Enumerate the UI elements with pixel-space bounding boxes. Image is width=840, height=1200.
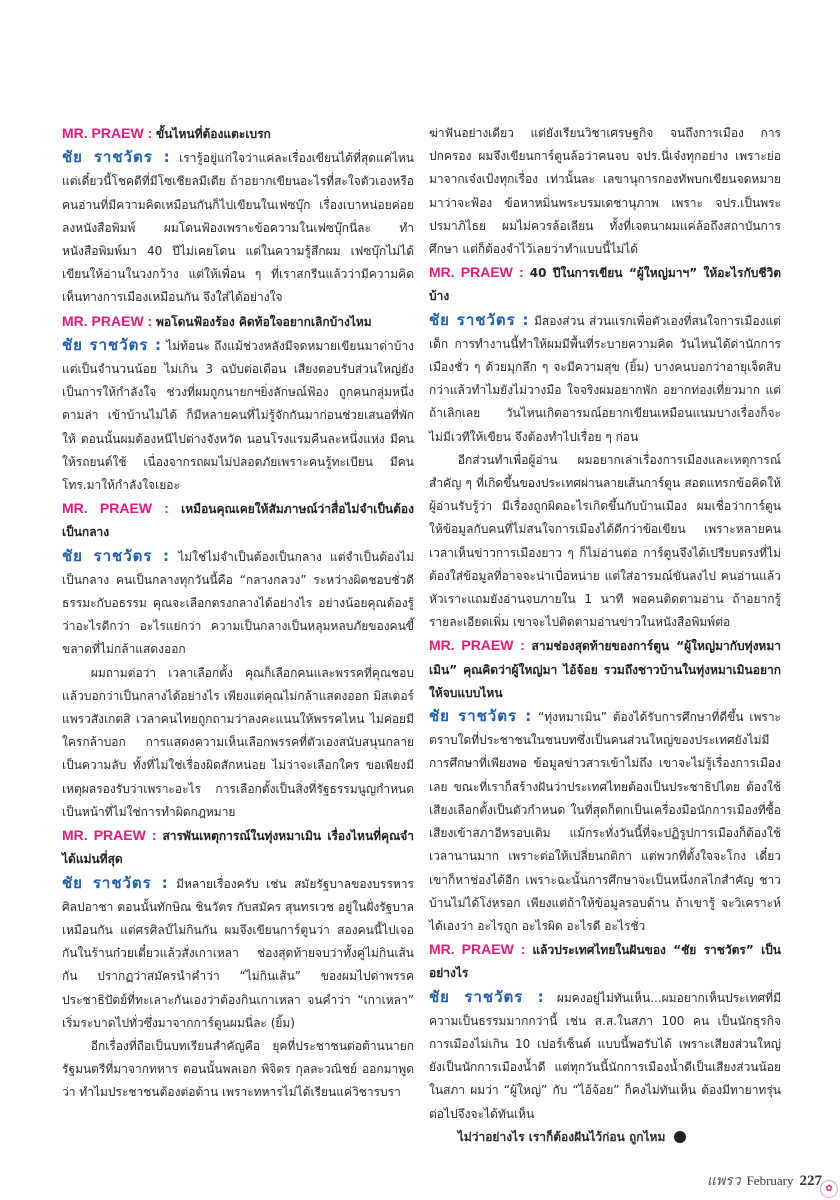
left-column (62, 122, 414, 1105)
corner-badge-icon: ✿ (820, 1180, 838, 1198)
body-paragraph: อีกเรื่องที่ถือเป็นบทเรียนสำคัญคือ ยุคที่ประชาชนต่อต้านนายกรัฐมนตรีที่มาจากทหาร ตอนนั้นพลเอก พิจิตร กุลละวณิชย์ ออกมาพูดว่า ทำไมประชาชนต้องต่อต้าน เพราะทหารไม่ได้เรียนแค่วิชารบรา (62, 1038, 414, 1100)
answer-4 (62, 872, 414, 1035)
question-text: สามช่องสุดท้ายของการ์ตูน “ผู้ใหญ่มากับทุ่งหมาเมิน” คุณคิดว่าผู้ใหญ่มา ไอ้จ้อย รวมถึงชาวบ้านในทุ่งหมาเมินอยากให้จบแบบไหน (429, 639, 781, 700)
question-1 (62, 122, 414, 146)
body-paragraph: ฆ่าฟันอย่างเดียว แต่ยังเรียนวิชาเศรษฐกิจ จนถึงการเมือง การปกครอง ผมจึงเขียนการ์ตูนล้อว่าคนจบ จปร.นี่เจ๋งทุกอย่าง เพราะย่อมาจากเจ๋งเป้งทุกเรื่อง เท่านั้นละ เลขานุการกองทัพบกเขียนจดหมายมาว่าจะฟ้อง ข้อหาหมิ่นพระบรมเดชานุภาพ เพราะ จปร.เป็นพระปรมาภิไธย ผมไม่ควรล้อเลียน ทั้งที่เจตนาผมแค่ล้อถึงสถาบันการศึกษา แต่ก็ต้องจำไว้เลยว่าทำแบบนี้ไม่ได้ (429, 126, 781, 257)
question-text: 40 ปีในการเขียน “ผู้ใหญ่มาฯ” ให้อะไรกับชีวิตบ้าง (429, 266, 781, 304)
question-3 (62, 497, 414, 544)
answer-label: ชัย ราชวัตร : (62, 335, 163, 354)
answer-label: ชัย ราชวัตร : (429, 987, 545, 1006)
body-paragraph: อีกส่วนทำเพื่อผู้อ่าน ผมอยากเล่าเรื่องการเมืองและเหตุการณ์สำคัญ ๆ ที่เกิดขึ้นของประเทศผ่านลายเส้นการ์ตูน สอดแทรกข้อคิดให้ผู้อ่านรับรู้ว่า มีเรื่องถูกผิดอะไรเกิดขึ้นกับบ้านเมือง ผมเชื่อว่าการ์ตูนให้ข้อมูลกับคนที่ไม่สนใจการเมืองได้ดีกว่าข้อเขียน เพราะหลายคนเวลาเห็นข่าวการเมืองยาว ๆ ก็ไม่อ่านต่อ การ์ตูนจึงได้เปรียบตรงที่ไม่ต้องใส่ข้อมูลที่อาจจะน่าเบื่อหน่าย แต่ใส่อารมณ์ขันลงไป คนอ่านแล้วหัวเราะแถมยังอ่านจบภายใน 1 นาที พอคนติดตามอ่าน ถ้าอยากรู้รายละเอียดเพิ่ม เขาจะไปติดตามอ่านข่าวในหนังสือพิมพ์ต่อ (429, 452, 781, 630)
answer-text: “ทุ่งหมาเมิน” ต้องได้รับการศึกษาที่ดีขึ้น เพราะตราบใดที่ประชาชนในชนบทซึ่งเป็นคนส่วนใหญ่ของประเทศยังไม่มีการศึกษาที่เพียงพอ ข้อมูลข่าวสารเข้าไม่ถึง เขาจะไม่รู้เรื่องการเมืองเลย ขณะที่เราก็สร้างฝันว่าประเทศไทยต้องเป็นประชาธิปไตย ต้องใช้เสียงเลือกตั้งเป็นตัวกำหนด ในที่สุดก็ตกเป็นเครื่องมือนักการเมืองที่ซื้อเสียงเข้าสภาอีหรอบเดิม แม้กระทั่งวันนี้ที่จะปฏิรูปการเมืองก็ต้องใช้เวลานานมาก เพราะต่อให้เปลี่ยนกติกา แต่พวกที่ตั้งใจจะโกง เดี๋ยวเขาก็หาช่องได้อีก เพราะฉะนั้นการศึกษาจะเป็นหนึ่งกลไกสำคัญ ชาวบ้านไม่ได้โง่หรอก เพียงแต่ถ้าให้ข้อมูลรอบด้าน ถ้าเขารู้ จะวิเคราะห์ได้เองว่า อะไรถูก อะไรผิด อะไรดี อะไรชั่ว (429, 710, 781, 933)
issue-month: February (746, 1173, 794, 1188)
question-label: MR. PRAEW : (62, 312, 153, 329)
page-footer (707, 1170, 822, 1192)
question-5 (429, 261, 781, 308)
answer-text: ไม่ใช่ไม่จำเป็นต้องเป็นกลาง แต่จำเป็นต้องไม่เป็นกลาง คนเป็นกลางทุกวันนี้คือ “กลางกลวง” ระหว่างผิดชอบชั่วดี ธรรมะกับอธรรม คุณจะเลือกตรงกลางได้อย่างไร อย่างน้อยคุณต้องรู้ว่าอะไรดีกว่า อะไรแย่กว่า ความเป็นกลางเป็นหลุมหลบภัยของคนขี้ขลาดที่ไม่กล้าแสดงออก (62, 549, 415, 657)
answer-label: ชัย ราชวัตร : (62, 148, 171, 167)
answer-3 (62, 545, 414, 662)
question-text: สารพันเหตุการณ์ในทุ่งหมาเมิน เรื่องไหนที่คุณจำได้แม่นที่สุด (62, 829, 414, 867)
closing-text: ไม่ว่าอย่างไร เราก็ต้องฝันไว้ก่อน ถูกไหม (457, 1129, 666, 1144)
question-label: MR. PRAEW : (62, 500, 169, 517)
question-text: แล้วประเทศไทยในฝันของ “ชัย ราชวัตร” เป็นอย่างไร (429, 943, 781, 981)
magazine-logo: แพรว (706, 1174, 741, 1189)
answer-text: ผมคงอยู่ไม่ทันเห็น...ผมอยากเห็นประเทศที่มีความเป็นธรรมมากกว่านี้ เช่น ส.ส.ในสภา 100 คน เป็นนักธุรกิจการเมืองไม่เกิน 10 เปอร์เซ็นต์ แบบนี้พอรับได้ เพราะเสียงส่วนใหญ่ยังเป็นนักการเมืองน้ำดี แต่ทุกวันนี้นักการเมืองน้ำดีเป็นเสียงส่วนน้อยในสภา ผมว่า “ผู้ใหญ่” กับ “ไอ้จ้อย” ก็คงไม่ทันเห็น ต้องมีทายาทรุ่นต่อไปจึงจะได้ทันเห็น (429, 990, 781, 1121)
answer-text: มีหลายเรื่องครับ เช่น สมัยรัฐบาลของบรรหาร ศิลปอาชา ตอนนั้นทักษิณ ชินวัตร กับสมัคร สุนทรเวช อยู่ในฝั่งรัฐบาลเหมือนกัน แต่ศรศิลป์ไม่กินกัน ผมจึงเขียนการ์ตูนว่า สองคนนี้ไปเจอกันในร้านก๋วยเตี๋ยวแล้วสั่งเกาเหลา ช่องสุดท้ายจบว่าทั้งคู่ไม่กินเส้นกัน ปรากฏว่าสมัครนำคำว่า “ไม่กินเส้น” ของผมไปด่าพรรคประชาธิปัตย์ที่ทะเลาะกันเองว่าต้องกินเกาเหลา จนคำว่า “เกาเหลา” เริ่มระบาดไปทั่วซึ่งมาจากการ์ตูนผมนี่ละ (ยิ้ม) (62, 876, 414, 1030)
question-text: ขั้นไหนที่ต้องแตะเบรก (156, 127, 271, 141)
page-number: 227 (799, 1173, 822, 1189)
question-label: MR. PRAEW : (429, 264, 524, 281)
question-text: เหมือนคุณเคยให้สัมภาษณ์ว่าสื่อไม่จำเป็นต้องเป็นกลาง (62, 502, 414, 540)
answer-1 (62, 146, 414, 309)
answer-5 (429, 309, 781, 449)
right-column (429, 122, 781, 1149)
answer-7 (429, 986, 781, 1126)
answer-6 (429, 705, 781, 938)
magazine-end-mark-icon: ✿ (674, 1131, 686, 1143)
answer-text: มีสองส่วน ส่วนแรกเพื่อตัวเองที่สนใจการเมืองแต่เด็ก การทำงานนี้ทำให้ผมมีพื้นที่ระบายความคิด วันไหนได้ด่านักการเมืองชั่ว ๆ ด้วยมุกลึก ๆ จะมีความสุข (ยิ้ม) บางคนบอกว่าอายุเจ็ดสิบกว่าแล้วทำไมยังไม่วางมือ ใจจริงผมอยากพัก อยากท่องเที่ยวมาก แต่ถ้าเลิกเลย วันไหนเกิดอารมณ์อยากเขียนเหมือนแนมบางเรื่องก็จะไม่มีเวทีให้เขียน จึงต้องทำไปเรื่อย ๆ ก่อน (429, 313, 781, 444)
question-label: MR. PRAEW : (62, 125, 153, 141)
answer-text: ไม่ท้อนะ ถึงแม้ช่วงหลังมีจดหมายเขียนมาด่าบ้างแต่เป็นจำนวนน้อย ไม่เกิน 3 ฉบับต่อเดือน เสียงตอบรับส่วนใหญ่ยังเป็นการให้กำลังใจ ช่วงที่ผมถูกนายกฯยิ่งลักษณ์ฟ้อง ถูกคนกลุ่มหนึ่งตามล่า เข้าบ้านไม่ได้ ก็มีหลายคนที่ไม่รู้จักกันมาก่อนช่วยเสนอที่พักให้ ตอนนั้นผมต้องหนีไปต่างจังหวัด นอนโรงแรมคืนละหนึ่งแห่ง มีคนให้รถยนต์ใช้ เนื่องจากรถผมไม่ปลอดภัยเพราะคนรู้ทะเบียน มีคนโทร.มาให้กำลังใจเยอะ (62, 338, 414, 493)
answer-label: ชัย ราชวัตร : (62, 546, 171, 565)
answer-label: ชัย ราชวัตร : (62, 873, 169, 892)
question-7 (429, 938, 781, 985)
question-6 (429, 634, 781, 705)
closing-line (429, 1126, 781, 1149)
answer-label: ชัย ราชวัตร : (429, 707, 533, 726)
answer-label: ชัย ราชวัตร : (429, 310, 530, 329)
body-paragraph: ผมถามต่อว่า เวลาเลือกตั้ง คุณก็เลือกคนและพรรคที่คุณชอบแล้วบอกว่าเป็นกลางได้อย่างไร เพียงแต่คุณไม่กล้าแสดงออก มิสเตอร์แพรวสังเกตสิ เวลาคนไทยถูกถามว่าลงคะแนนให้พรรคไหน ไม่ค่อยมีใครกล้าบอก การแสดงความเห็นเลือกพรรคที่ตัวเองสนับสนุนกลายเป็นความลับ ทั้งที่ไม่ใช่เรื่องผิดสักหน่อย ไม่ว่าจะเลือกใคร ขอเพียงมีเหตุผลรองรับว่าเพราะอะไร การเลือกตั้งเป็นสิ่งที่รัฐธรรมนูญกำหนด เป็นหน้าที่ไม่ใช่การทำผิดกฎหมาย (62, 665, 414, 819)
question-label: MR. PRAEW : (62, 827, 157, 844)
question-label: MR. PRAEW : (429, 941, 526, 958)
question-text: พอโดนฟ้องร้อง คิดท้อใจอยากเลิกบ้างไหม (156, 314, 372, 329)
answer-text: เรารู้อยู่แก่ใจว่าแค่ละเรื่องเขียนได้ที่สุดแค่ไหน แต่เดี๋ยวนี้โชคดีที่มีโซเชียลมีเดีย ถ้าอยากเขียนอะไรที่สะใจตัวเองหรือคนอ่านที่มีความคิดเหมือนกันก็ไปเขียนในเฟซบุ๊ก เรื่องเบาหน่อยค่อยลงหนังสือพิมพ์ ผมโดนฟ้องเพราะข้อความในเฟซบุ๊กนี่ละ ทำหนังสือพิมพ์มา 40 ปีไม่เคยโดน แต่ในความรู้สึกผม เฟซบุ๊กไม่ได้เขียนให้อ่านในวงกว้าง แต่ให้เพื่อน ๆ ที่เราสกรีนแล้วว่ามีความคิดเห็นทางการเมืองเหมือนกัน จึงใส่ได้อย่างใจ (62, 151, 414, 305)
question-4 (62, 824, 414, 871)
question-label: MR. PRAEW : (429, 637, 525, 654)
question-2 (62, 310, 414, 334)
answer-2 (62, 334, 414, 497)
